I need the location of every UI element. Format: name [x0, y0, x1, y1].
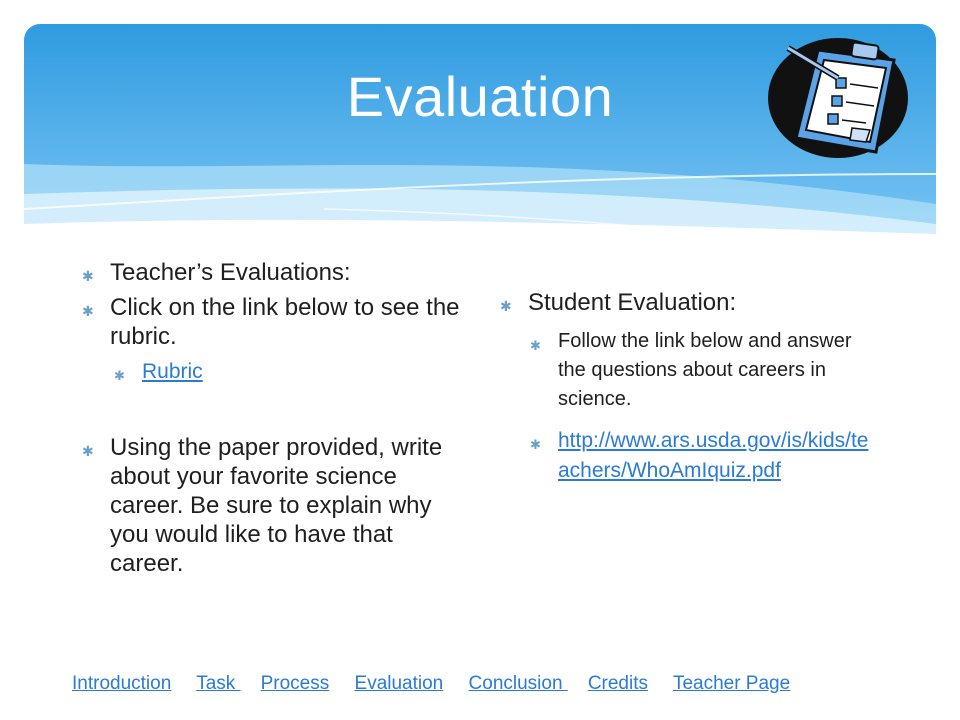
list-item: [530, 327, 880, 414]
asterisk-bullet-icon: ✱: [82, 268, 94, 284]
page-title: Evaluation: [346, 65, 614, 128]
nav-task[interactable]: Task: [196, 673, 241, 694]
nav-conclusion[interactable]: Conclusion: [468, 673, 568, 694]
bullet-text: Student Evaluation:: [528, 289, 737, 316]
teacher-evaluation-column: [82, 258, 472, 584]
asterisk-bullet-icon: ✱: [500, 298, 512, 314]
bullet-text: Using the paper provided, write about your favorite science career. Be sure to explain why you would like to have that career.: [110, 434, 443, 577]
nav-credits[interactable]: Credits: [587, 673, 648, 694]
nav-process[interactable]: Process: [260, 673, 330, 694]
nav-evaluation[interactable]: Evaluation: [354, 673, 444, 694]
student-evaluation-column: [500, 288, 880, 492]
list-item: [82, 293, 472, 351]
clipboard-checklist-icon: [766, 30, 926, 160]
asterisk-bullet-icon: ✱: [530, 437, 541, 452]
list-item: [82, 258, 472, 287]
nav-teacher-page[interactable]: Teacher Page: [672, 673, 791, 694]
rubric-link[interactable]: Rubric: [142, 360, 203, 383]
nav-introduction[interactable]: Introduction: [72, 673, 172, 694]
list-item: [530, 426, 878, 486]
bullet-text: Follow the link below and answer the questions about careers in science.: [558, 330, 852, 410]
asterisk-bullet-icon: ✱: [82, 443, 94, 459]
asterisk-bullet-icon: ✱: [114, 368, 125, 383]
bullet-text: Teacher’s Evaluations:: [110, 259, 351, 286]
bullet-text: Click on the link below to see the rubric.: [110, 294, 460, 350]
asterisk-bullet-icon: ✱: [530, 338, 541, 353]
bottom-navigation: [72, 673, 912, 695]
list-item: [500, 288, 880, 317]
list-item: [114, 357, 472, 387]
asterisk-bullet-icon: ✱: [82, 303, 94, 319]
quiz-pdf-link[interactable]: http://www.ars.usda.gov/is/kids/teachers/WhoAmIquiz.pdf: [558, 429, 869, 482]
list-item: [82, 433, 472, 578]
